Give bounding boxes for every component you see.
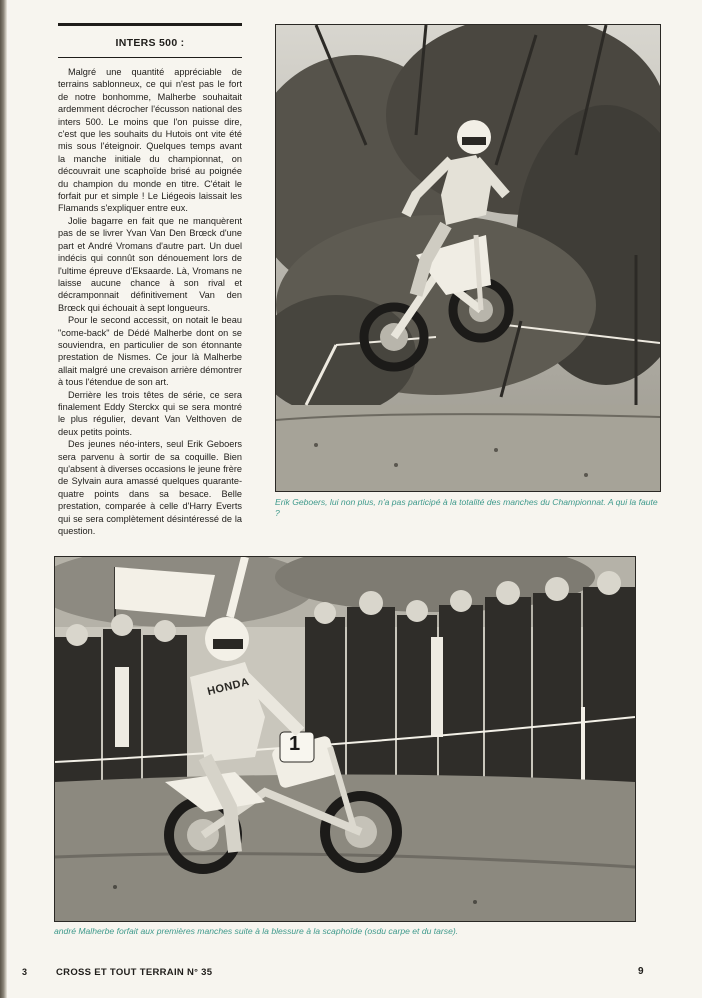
bike-number-label: 1 (289, 733, 301, 755)
heading-rule-bottom (58, 57, 242, 58)
photo-rider-crowd-caption: andré Malherbe forfait aux premières manches suite à la blessure à la scaphoïde (osdu carpe et du tarse). (54, 926, 459, 936)
article-paragraph-3: Pour le second accessit, on notait le beau "come-back" de Dédé Malherbe dont on se souviendra, en particulier de son étonnante prestation de Nismes. Ce jour là Malherbe allait malgré une crevaison arrière démontrer à tous l'étendue de son art. (58, 315, 242, 388)
article-paragraph-4: Derrière les trois têtes de série, ce sera finalement Eddy Sterckx qui se sera montré le plus régulier, devant Van Velthoven de deux petits points. (58, 389, 242, 437)
footer-page-number-left: 3 (22, 967, 28, 977)
heading-rule-top (58, 23, 242, 26)
footer-page-number-right: 9 (638, 966, 644, 977)
section-heading: INTERS 500 : (115, 37, 185, 49)
photo-rider-crowd (54, 556, 636, 922)
page-binding-edge (0, 0, 7, 998)
bike-brand-label: HONDA (206, 675, 251, 699)
photo-rider-jump-image (276, 25, 660, 491)
photo-rider-jump (275, 24, 661, 492)
article-paragraph-1: Malgré une quantité appréciable de terrains sablonneux, ce qui n'est pas le fort de notre bonhomme, Malherbe souhaitait ardemment décrocher l'écusson national des inters 500. Le moins que l'on puisse dire, c'est que les souhaits du Hutois ont vite été mis sous l'éteignoir. Quelques temps avant la manche initiale du championnat, on découvrait une scaphoïde brisé au poignée du champion du monde en titre. C'était le forfait pur et simple ! Le Liégeois laissait les Flamands s'expliquer entre eux. (58, 67, 242, 214)
article-paragraph-2: Jolie bagarre en fait que ne manquèrent pas de se livrer Yvan Van Den Brœck d'une part et André Vromans d'autre part. Un duel indécis qui connût son dénouement lors de l'ultime épreuve d'Eksaarde. Là, Vromans ne laisse aucune chance à son rival et décramponnait définitivement Van den Brœck qui échouait à sept longueurs. (58, 215, 242, 313)
photo-rider-crowd-image (55, 557, 635, 921)
article-column (58, 66, 242, 537)
footer-magazine-title: CROSS ET TOUT TERRAIN N° 35 (56, 967, 213, 978)
photo-rider-jump-caption: Erik Geboers, lui non plus, n'a pas participé à la totalité des manches du Championnat. A qui la faute ? (275, 497, 658, 518)
article-paragraph-5: Des jeunes néo-inters, seul Erik Geboers sera parvenu à sortir de sa coquille. Bien qu'absent à diverses occasions le jeune frère de Sylvain aura amassé quelques quarante-quatre points dans sa besace. Belle prestation, comparée à celle d'Harry Everts qui se sera complètement désintéressé de la question. (58, 439, 242, 537)
